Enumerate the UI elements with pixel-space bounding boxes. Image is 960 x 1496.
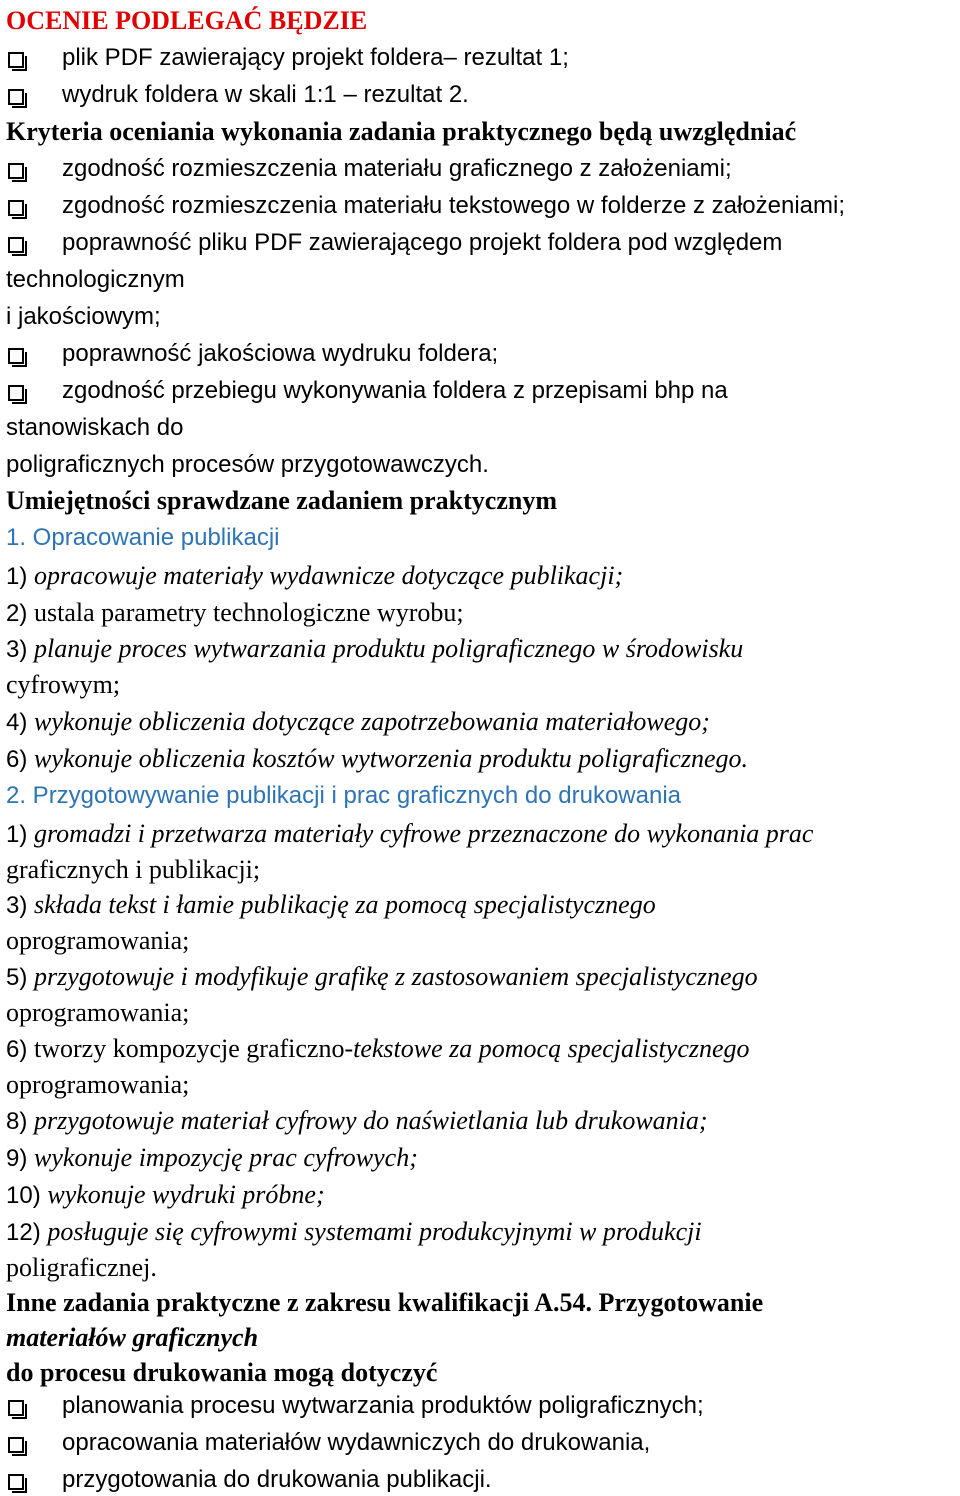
checkbox-icon [8, 1437, 24, 1453]
inne-item: przygotowania do drukowania publikacji. [62, 1466, 492, 1493]
skill-text: ustala parametry technologiczne wyrobu; [34, 598, 464, 627]
skill-item [6, 561, 623, 591]
skill-num: 3) [6, 892, 28, 919]
skill-item [6, 819, 813, 849]
kryteria-item: zgodność rozmieszczenia materiału graficznego z założeniami; [62, 155, 732, 182]
checkbox-icon [8, 200, 24, 216]
skill-text: opracowuje materiały wydawnicze dotyczące publikacji; [34, 561, 624, 590]
skill-text: posługuje się cyfrowymi systemami produkcyjnymi w produkcji [47, 1217, 702, 1246]
kryteria-item-cont: stanowiskach do [6, 414, 184, 441]
skill-num: 2) [6, 600, 28, 627]
skill-text: wykonuje wydruki próbne; [47, 1180, 325, 1209]
inne-heading [6, 1288, 763, 1318]
skill-text-a: tworzy kompozycje graficzno- [34, 1034, 354, 1063]
section2-title: 2. Przygotowywanie publikacji i prac graficznych do drukowania [6, 782, 681, 809]
skill-num: 3) [6, 636, 28, 663]
inne-heading-b: Przygotowanie [598, 1288, 764, 1317]
skill-text: wykonuje obliczenia kosztów wytworzenia produktu poligraficznego. [34, 744, 748, 773]
skill-item [6, 1217, 702, 1247]
skill-text: gromadzi i przetwarza materiały cyfrowe przeznaczone do wykonania prac [34, 819, 814, 848]
skill-num: 9) [6, 1145, 28, 1172]
kryteria-item: poprawność jakościowa wydruku foldera; [62, 340, 499, 367]
skill-item [6, 707, 710, 737]
skill-item-cont: oprogramowania; [6, 926, 190, 955]
skill-item-cont: graficznych i publikacji; [6, 855, 261, 884]
skill-num: 10) [6, 1182, 41, 1209]
skill-text: przygotowuje materiał cyfrowy do naświetlania lub drukowania; [34, 1106, 708, 1135]
skill-num: 5) [6, 964, 28, 991]
inne-heading-2: materiałów graficznych [6, 1323, 259, 1352]
skill-item [6, 634, 743, 664]
skill-num: 6) [6, 746, 28, 773]
kryteria-item-cont: technologicznym [6, 266, 185, 293]
inne-heading-3: do procesu drukowania mogą dotyczyć [6, 1358, 438, 1387]
checkbox-icon [8, 385, 24, 401]
checkbox-icon [8, 163, 24, 179]
kryteria-item-cont: i jakościowym; [6, 303, 161, 330]
skill-num: 12) [6, 1219, 41, 1246]
skill-item [6, 1106, 708, 1136]
inne-heading-a: Inne zadania praktyczne z zakresu kwalifikacji A.54. [6, 1288, 592, 1317]
umiejetnosci-heading: Umiejętności sprawdzane zadaniem praktycznym [6, 486, 557, 515]
skill-text: składa tekst i łamie publikację za pomocą specjalistycznego [34, 890, 656, 919]
kryteria-item: poprawność pliku PDF zawierającego projekt foldera pod względem [62, 229, 783, 256]
skill-num: 1) [6, 821, 28, 848]
inne-item: opracowania materiałów wydawniczych do drukowania, [62, 1429, 651, 1456]
skill-text: wykonuje obliczenia dotyczące zapotrzebowania materiałowego; [34, 707, 710, 736]
skill-item-cont: oprogramowania; [6, 998, 190, 1027]
rezultat-item: plik PDF zawierający projekt foldera– rezultat 1; [62, 44, 569, 71]
kryteria-item: zgodność rozmieszczenia materiału tekstowego w folderze z założeniami; [62, 192, 846, 219]
checkbox-icon [8, 1400, 24, 1416]
skill-text: przygotowuje i modyfikuje grafikę z zastosowaniem specjalistycznego [34, 962, 758, 991]
checkbox-icon [8, 89, 24, 105]
skill-item [6, 962, 758, 992]
skill-text: wykonuje impozycję prac cyfrowych; [34, 1143, 418, 1172]
skill-num: 6) [6, 1036, 28, 1063]
skill-item [6, 1143, 418, 1173]
checkbox-icon [8, 52, 24, 68]
rezultat-item: wydruk foldera w skali 1:1 – rezultat 2. [62, 81, 469, 108]
section1-title: 1. Opracowanie publikacji [6, 524, 280, 551]
checkbox-icon [8, 237, 24, 253]
kryteria-heading: Kryteria oceniania wykonania zadania praktycznego będą uwzględniać [6, 117, 797, 146]
checkbox-icon [8, 1474, 24, 1490]
skill-item [6, 890, 656, 920]
skill-item [6, 598, 464, 628]
heading-ocena: OCENIE PODLEGAĆ BĘDZIE [6, 6, 368, 35]
skill-text: planuje proces wytwarzania produktu poligraficznego w środowisku [34, 634, 744, 663]
skill-item-cont: cyfrowym; [6, 670, 121, 699]
kryteria-item-cont: poligraficznych procesów przygotowawczych. [6, 451, 489, 478]
checkbox-icon [8, 348, 24, 364]
skill-text-b: tekstowe za pomocą specjalistycznego [353, 1034, 750, 1063]
skill-num: 4) [6, 709, 28, 736]
skill-num: 8) [6, 1108, 28, 1135]
skill-num: 1) [6, 563, 28, 590]
skill-item-cont: oprogramowania; [6, 1070, 190, 1099]
skill-item [6, 744, 748, 774]
skill-item-cont: poligraficznej. [6, 1253, 157, 1282]
skill-item [6, 1034, 750, 1064]
skill-item [6, 1180, 325, 1210]
kryteria-item: zgodność przebiegu wykonywania foldera z przepisami bhp na [62, 377, 728, 404]
inne-item: planowania procesu wytwarzania produktów poligraficznych; [62, 1392, 704, 1419]
